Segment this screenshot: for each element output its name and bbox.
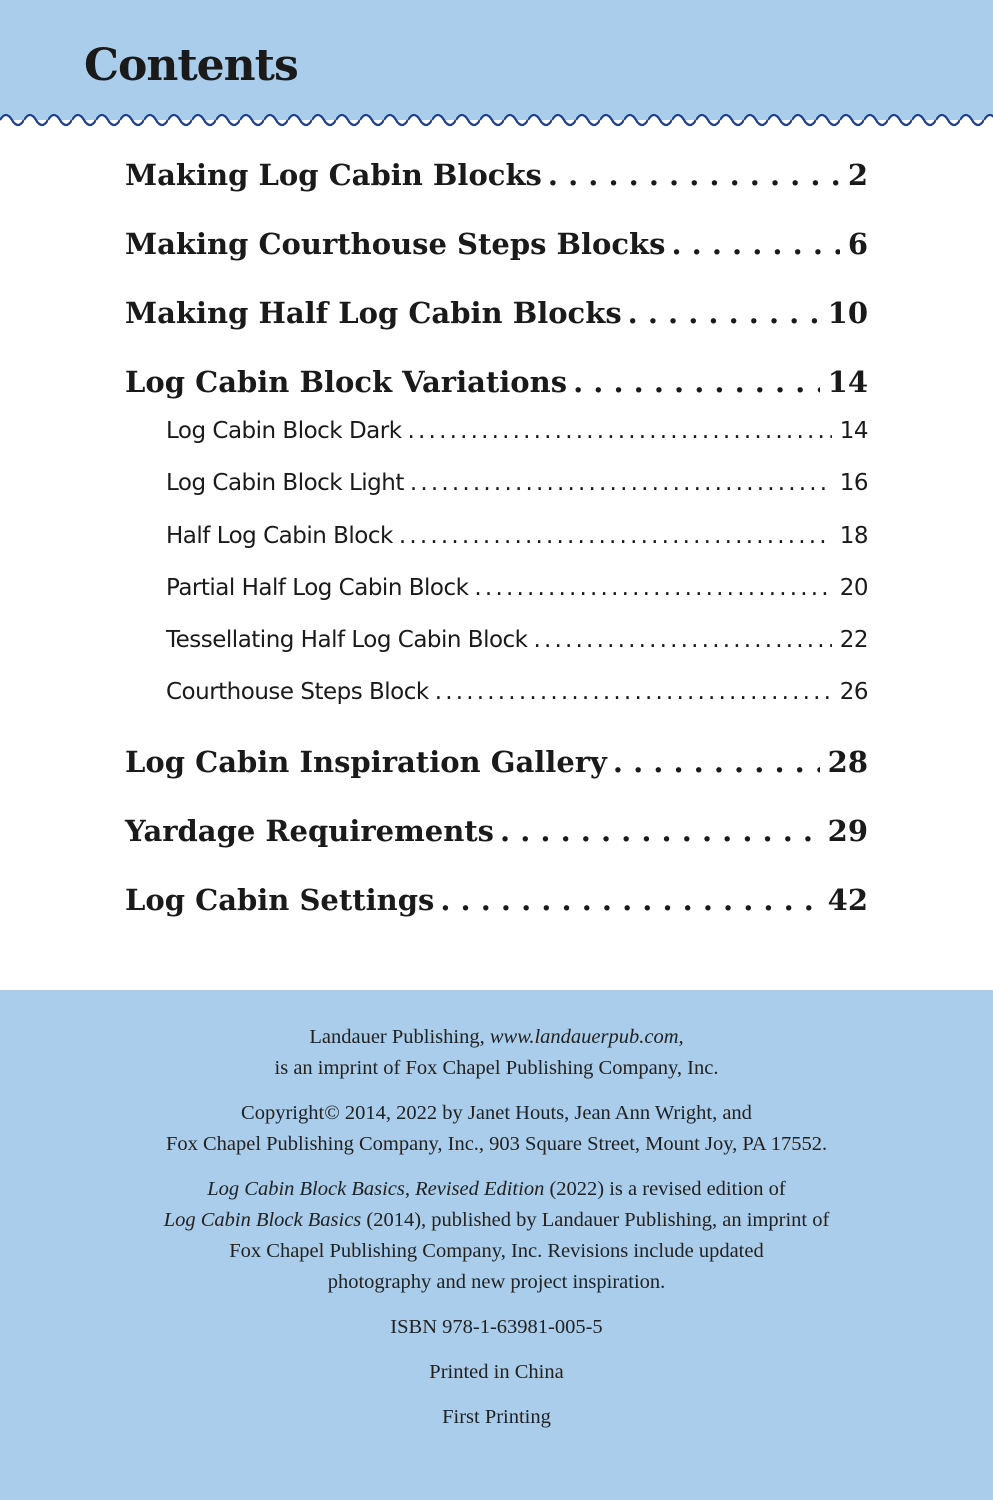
colophon <box>0 990 993 1500</box>
toc-entry-title: Log Cabin Block Light <box>166 470 404 497</box>
toc-entry-title: Log Cabin Block Variations <box>125 365 568 399</box>
dot-leader <box>474 575 831 601</box>
toc-entry-title: Making Log Cabin Blocks <box>125 158 542 192</box>
edition-line: photography and new project inspiration. <box>327 1271 666 1293</box>
toc-entry[interactable] <box>166 627 868 679</box>
publisher-name: Landauer Publishing, <box>309 1026 485 1048</box>
toc-entry-title: Log Cabin Block Dark <box>166 418 402 444</box>
dot-leader <box>399 523 832 549</box>
wave-border <box>0 108 993 130</box>
toc-entry-title: Making Half Log Cabin Blocks <box>125 296 622 330</box>
toc-entry-page: 6 <box>847 227 868 261</box>
dot-leader <box>613 745 820 779</box>
toc-entry[interactable] <box>125 227 868 296</box>
edition-note <box>0 1174 993 1298</box>
toc-entry-page: 28 <box>827 744 868 779</box>
toc-entry-page: 14 <box>839 418 868 444</box>
toc-entry-title: Yardage Requirements <box>125 813 495 848</box>
printed-in: Printed in China <box>429 1361 564 1383</box>
toc-entry-page: 20 <box>839 574 868 601</box>
dot-leader <box>435 679 832 705</box>
dot-leader <box>573 365 820 399</box>
toc-entry-page: 22 <box>839 627 868 654</box>
dot-leader <box>410 470 832 496</box>
isbn: ISBN 978-1-63981-005-5 <box>390 1316 603 1338</box>
table-of-contents <box>125 158 868 952</box>
edition-line: (2014), published by Landauer Publishing, an imprint of <box>361 1209 830 1231</box>
toc-entry[interactable] <box>125 296 868 365</box>
toc-entry-page: 26 <box>839 679 868 706</box>
copyright-line: Fox Chapel Publishing Company, Inc., 903 Square Street, Mount Joy, PA 17552. <box>165 1133 828 1155</box>
dot-leader <box>548 158 840 192</box>
toc-entry-page: 10 <box>827 296 868 330</box>
dot-leader <box>440 883 819 917</box>
toc-entry[interactable] <box>166 575 868 627</box>
toc-entry-title: Courthouse Steps Block <box>166 679 429 706</box>
toc-entry[interactable] <box>166 679 868 731</box>
toc-entry-page: 16 <box>839 470 868 497</box>
edition-line: Fox Chapel Publishing Company, Inc. Revisions include updated <box>229 1240 764 1262</box>
toc-entry-title: Making Courthouse Steps Blocks <box>125 227 666 261</box>
toc-entry-title: Half Log Cabin Block <box>166 522 393 549</box>
page-title: Contents <box>84 40 298 91</box>
toc-entry-page: 2 <box>847 158 868 192</box>
toc-entry-title: Log Cabin Inspiration Gallery <box>125 744 607 779</box>
toc-entry[interactable] <box>125 814 868 883</box>
toc-entry[interactable] <box>125 745 868 814</box>
toc-entry-title: Partial Half Log Cabin Block <box>166 574 469 601</box>
dot-leader <box>500 814 820 848</box>
toc-entry[interactable] <box>166 523 868 575</box>
printing: First Printing <box>442 1406 551 1428</box>
edition-line: (2022) is a revised edition of <box>544 1178 786 1200</box>
toc-entry-title: Log Cabin Settings <box>125 882 435 917</box>
publisher-url: www.landauerpub.com, <box>489 1026 684 1048</box>
toc-entry-page: 42 <box>827 882 868 917</box>
original-title: Log Cabin Block Basics <box>163 1209 362 1231</box>
dot-leader <box>408 418 832 444</box>
toc-entry-page: 29 <box>827 813 868 848</box>
toc-entry[interactable] <box>125 158 868 227</box>
copyright-line: Copyright© 2014, 2022 by Janet Houts, Jean Ann Wright, and <box>241 1102 752 1124</box>
edition-title: Log Cabin Block Basics, Revised Edition <box>207 1178 545 1200</box>
toc-entry-title: Tessellating Half Log Cabin Block <box>166 627 528 654</box>
imprint-line: is an imprint of Fox Chapel Publishing Company, Inc. <box>274 1057 719 1079</box>
toc-entry[interactable] <box>125 883 868 952</box>
dot-leader <box>534 627 832 653</box>
publisher-info <box>0 1022 993 1084</box>
toc-entry[interactable] <box>166 470 868 522</box>
dot-leader <box>628 296 820 330</box>
toc-entry-page: 18 <box>839 522 868 549</box>
dot-leader <box>671 227 839 261</box>
toc-entry[interactable] <box>166 418 868 470</box>
copyright <box>0 1098 993 1160</box>
toc-entry-page: 14 <box>827 365 868 399</box>
